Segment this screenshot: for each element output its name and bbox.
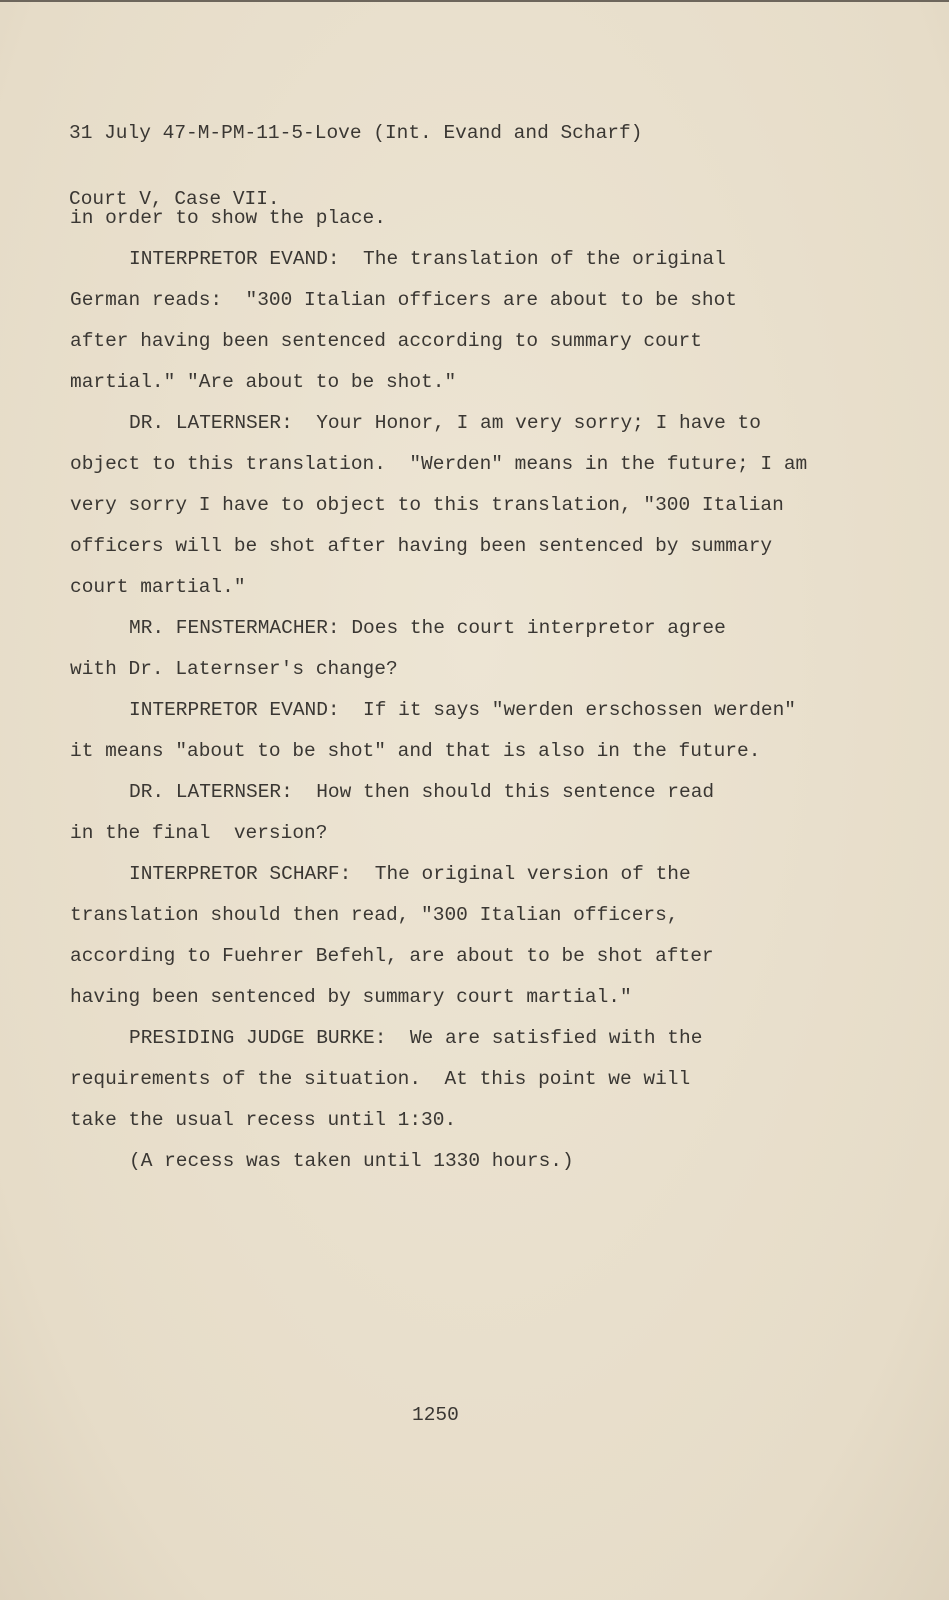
- transcript-line: after having been sentenced according to summary court: [70, 330, 702, 352]
- transcript-body: [70, 198, 807, 1182]
- transcript-line: according to Fuehrer Befehl, are about to be shot after: [70, 945, 714, 967]
- transcript-line: (A recess was taken until 1330 hours.): [129, 1150, 574, 1172]
- transcript-line: having been sentenced by summary court martial.": [70, 986, 632, 1008]
- transcript-line: INTERPRETOR SCHARF: The original version of the: [129, 863, 691, 885]
- transcript-line: in order to show the place.: [70, 207, 386, 229]
- transcript-line: PRESIDING JUDGE BURKE: We are satisfied with the: [129, 1027, 703, 1049]
- transcript-line: DR. LATERNSER: How then should this sentence read: [129, 781, 715, 803]
- transcript-line: DR. LATERNSER: Your Honor, I am very sorry; I have to: [129, 412, 761, 434]
- header-line-1: 31 July 47-M-PM-11-5-Love (Int. Evand and Scharf): [69, 122, 643, 144]
- transcript-line: martial." "Are about to be shot.": [70, 371, 457, 393]
- transcript-line: INTERPRETOR EVAND: If it says "werden erschossen werden": [129, 699, 797, 721]
- transcript-line: take the usual recess until 1:30.: [70, 1109, 457, 1131]
- header-line-2: Court V, Case VII.: [69, 188, 280, 210]
- transcript-line: German reads: "300 Italian officers are about to be shot: [70, 289, 738, 311]
- transcript-line: MR. FENSTERMACHER: Does the court interpretor agree: [129, 617, 726, 639]
- transcript-line: it means "about to be shot" and that is also in the future.: [70, 740, 761, 762]
- transcript-line: court martial.": [70, 576, 246, 598]
- transcript-line: object to this translation. "Werden" means in the future; I am: [70, 453, 808, 475]
- transcript-line: translation should then read, "300 Italian officers,: [70, 904, 679, 926]
- transcript-line: officers will be shot after having been sentenced by summary: [70, 535, 773, 557]
- page-number: 1250: [412, 1404, 459, 1426]
- transcript-line: INTERPRETOR EVAND: The translation of the original: [129, 248, 726, 270]
- transcript-line: in the final version?: [70, 822, 328, 844]
- transcript-line: requirements of the situation. At this point we will: [70, 1068, 691, 1090]
- transcript-line: with Dr. Laternser's change?: [70, 658, 398, 680]
- transcript-line: very sorry I have to object to this translation, "300 Italian: [70, 494, 784, 516]
